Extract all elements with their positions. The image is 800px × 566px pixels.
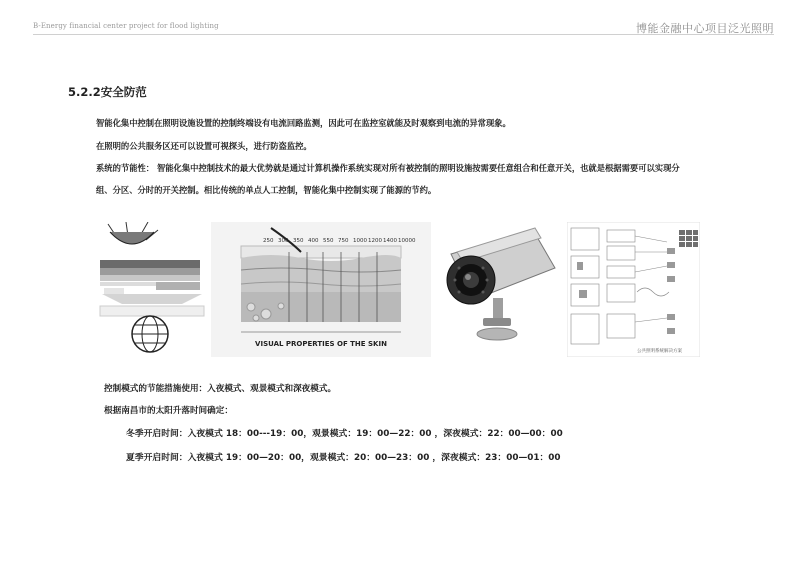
paragraph-4: 组、分区、分时的开关控制。相比传统的单点人工控制，智能化集中控制实现了能源的节约。 — [96, 185, 437, 195]
security-camera-photo — [433, 222, 565, 357]
section-title: 5.2.2安全防范 — [68, 85, 147, 99]
skin-wavelength-label: 1400 — [383, 238, 397, 244]
header-rule — [33, 34, 774, 35]
sun-globe-diagram — [96, 222, 209, 357]
header-right-text: 博能金融中心项目泛光照明 — [636, 22, 774, 35]
skin-wavelength-label: 750 — [338, 238, 349, 244]
paragraph-2: 在照明的公共服务区还可以设置可视探头，进行防盗监控。 — [96, 141, 312, 151]
skin-wavelength-label: 1000 — [353, 238, 367, 244]
network-caption: 公共照明系统解决方案 — [637, 349, 682, 354]
skin-wavelength-label: 400 — [308, 238, 319, 244]
winter-schedule: 冬季开启时间：入夜模式 18：00---19：00，观景模式：19：00—22：00 ，深夜模式：22：00—00：00 — [126, 429, 563, 439]
skin-wavelength-label: 550 — [323, 238, 334, 244]
control-modes-line: 控制模式的节能措施使用：入夜模式、观景模式和深夜模式。 — [104, 384, 337, 394]
paragraph-1: 智能化集中控制在照明设施设置的控制终端设有电流回路监测，因此可在监控室就能及时观察到电流的异常现象。 — [96, 118, 511, 128]
skin-properties-diagram — [211, 222, 431, 357]
skin-wavelength-label: 250 — [263, 238, 274, 244]
skin-wavelength-label: 1200 — [368, 238, 382, 244]
skin-wavelength-label: 300 — [278, 238, 289, 244]
skin-wavelength-label: 350 — [293, 238, 304, 244]
skin-wavelength-label: 10000 — [398, 238, 416, 244]
network-system-diagram — [567, 222, 700, 357]
image-strip — [96, 222, 700, 357]
skin-caption: VISUAL PROPERTIES OF THE SKIN — [255, 340, 387, 348]
control-basis-line: 根据南昌市的太阳升落时间确定： — [104, 406, 233, 416]
header-left-text: B-Energy financial center project for flood lighting — [33, 22, 219, 30]
paragraph-3: 系统的节能性： 智能化集中控制技术的最大优势就是通过计算机操作系统实现对所有被控制的照明设施按需要任意组合和任意开关，也就是根据需要可以实现分 — [96, 163, 680, 173]
summer-schedule: 夏季开启时间：入夜模式 19：00—20：00，观景模式：20：00—23：00 ，深夜模式：23：00—01：00 — [126, 453, 561, 463]
